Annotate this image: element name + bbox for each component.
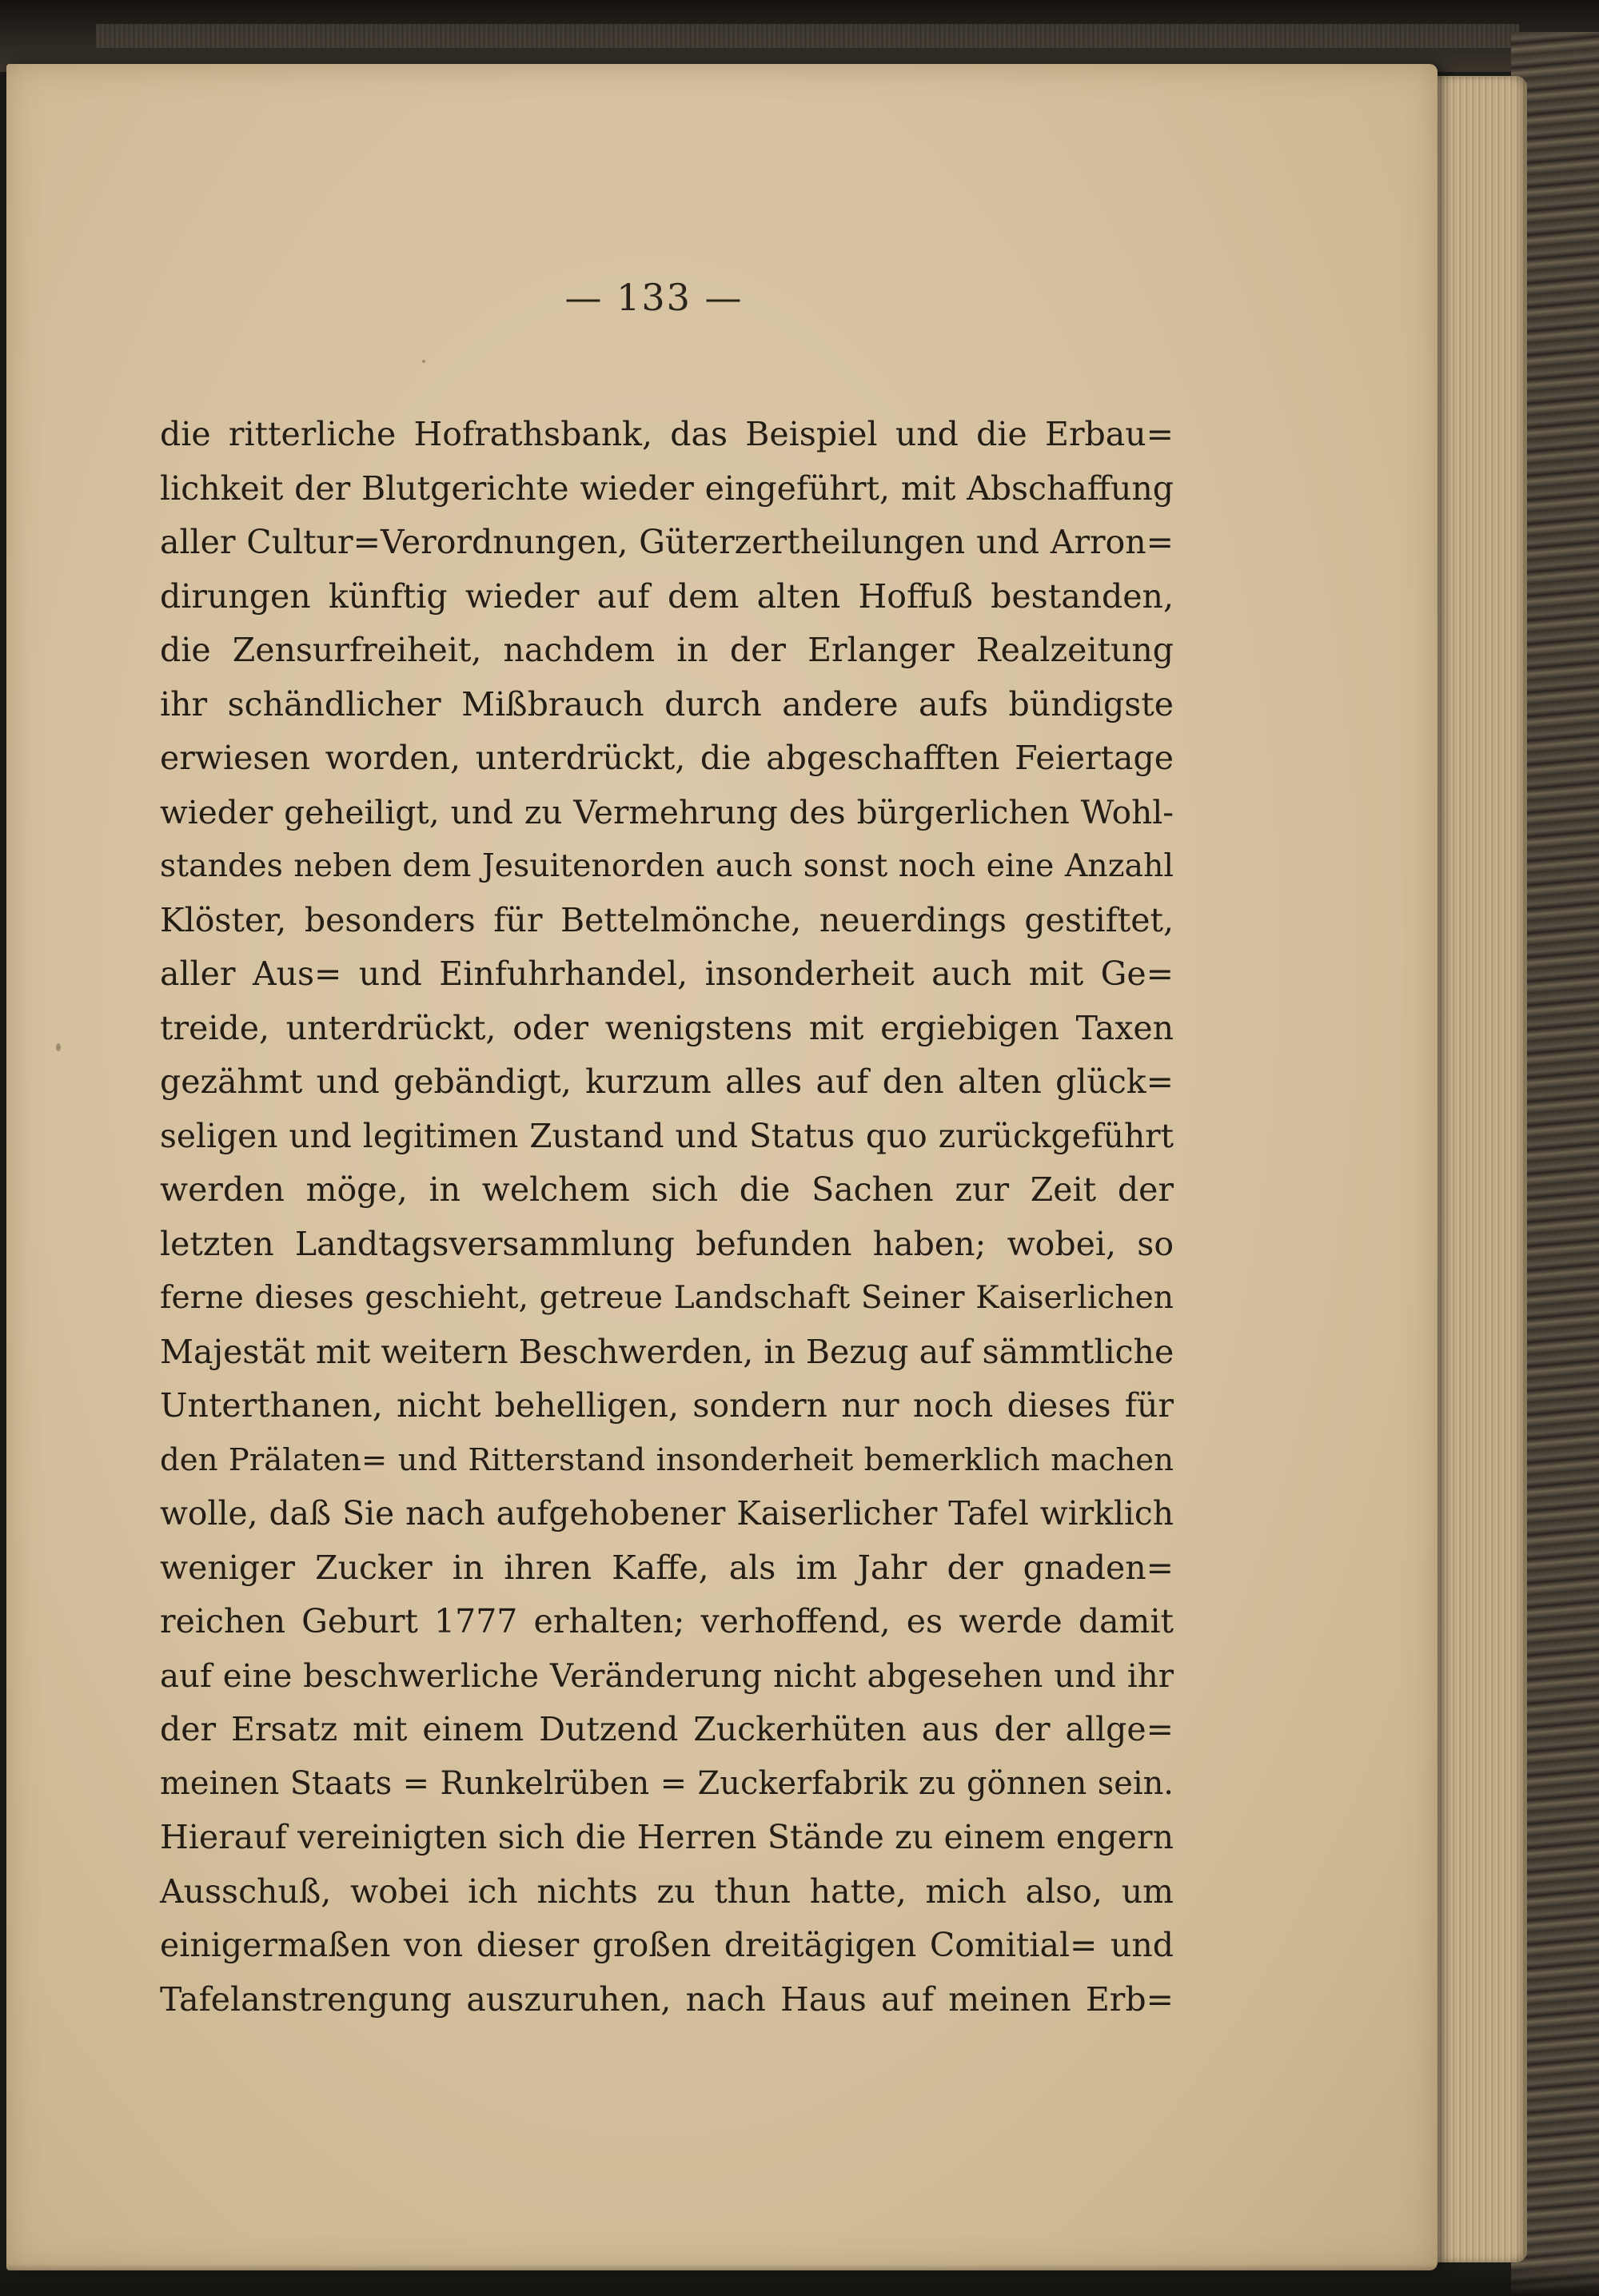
text-line: letzten Landtagsversammlung befunden haben; wobei, so [160, 1224, 1174, 1263]
text-line: gezähmt und gebändigt, kurzum alles auf den alten glück= [160, 1062, 1174, 1101]
text-line: Tafelanstrengung auszuruhen, nach Haus auf meinen Erb= [160, 1979, 1174, 2019]
text-line: treide, unterdrückt, oder wenigstens mit ergiebigen Taxen [160, 1008, 1174, 1047]
text-line: die Zensurfreiheit, nachdem in der Erlanger Realzeitung [160, 631, 1174, 669]
text-line: Hierauf vereinigten sich die Herren Stände zu einem engern [160, 1818, 1174, 1856]
text-line: reichen Geburt 1777 erhalten; verhoffend, es werde damit [160, 1602, 1174, 1640]
text-line: weniger Zucker in ihren Kaffe, als im Jahr der gnaden= [160, 1548, 1174, 1587]
text-line: wolle, daß Sie nach aufgehobener Kaiserlicher Tafel wirklich [160, 1494, 1174, 1533]
text-line: standes neben dem Jesuitenorden auch sonst noch eine Anzahl [160, 847, 1174, 884]
text-line: aller Aus= und Einfuhrhandel, insonderheit auch mit Ge= [160, 955, 1174, 993]
text-line: die ritterliche Hofrathsbank, das Beispiel und die Erbau= [160, 415, 1174, 453]
text-line: dirungen künftig wieder auf dem alten Hoffuß bestanden, [160, 576, 1174, 616]
text-line: werden möge, in welchem sich die Sachen zur Zeit der [160, 1170, 1174, 1209]
text-line: seligen und legitimen Zustand und Status quo zurückgeführt [160, 1116, 1174, 1155]
text-line: meinen Staats = Runkelrüben = Zuckerfabrik zu gönnen sein. [160, 1764, 1174, 1802]
text-line: erwiesen worden, unterdrückt, die abgeschafften Feiertage [160, 739, 1174, 777]
paper-speck [56, 1043, 61, 1051]
text-line: den Prälaten= und Ritterstand insonderheit bemerklich machen [160, 1441, 1174, 1478]
text-line: ferne dieses geschieht, getreue Landschaft Seiner Kaiserlichen [160, 1280, 1174, 1316]
text-line: auf eine beschwerliche Veränderung nicht abgesehen und ihr [160, 1656, 1174, 1695]
text-line: einigermaßen von dieser großen dreitägigen Comitial= und [160, 1926, 1174, 1964]
text-line: lichkeit der Blutgerichte wieder eingeführt, mit Abschaffung [160, 468, 1174, 508]
text-line: der Ersatz mit einem Dutzend Zuckerhüten aus der allge= [160, 1710, 1174, 1748]
text-line: Klöster, besonders für Bettelmönche, neuerdings gestiftet, [160, 900, 1174, 939]
text-line: Unterthanen, nicht behelligen, sondern nur noch dieses für [160, 1386, 1174, 1425]
body-text [160, 408, 1174, 2027]
text-line: Majestät mit weitern Beschwerden, in Bezug auf sämmtliche [160, 1332, 1174, 1371]
paper-speck [422, 360, 425, 363]
book-page [6, 64, 1438, 2270]
text-line: Ausschuß, wobei ich nichts zu thun hatte, mich also, um [160, 1871, 1174, 1911]
page-number: — 133 — [564, 276, 744, 319]
text-line: wieder geheiligt, und zu Vermehrung des bürgerlichen Wohl- [160, 792, 1174, 831]
text-line: aller Cultur=Verordnungen, Güterzertheilungen und Arron= [160, 523, 1174, 561]
scan-bottom-edge [0, 2264, 1599, 2296]
book-binding-top [0, 0, 1599, 72]
text-line: ihr schändlicher Mißbrauch durch andere aufs bündigste [160, 684, 1174, 723]
